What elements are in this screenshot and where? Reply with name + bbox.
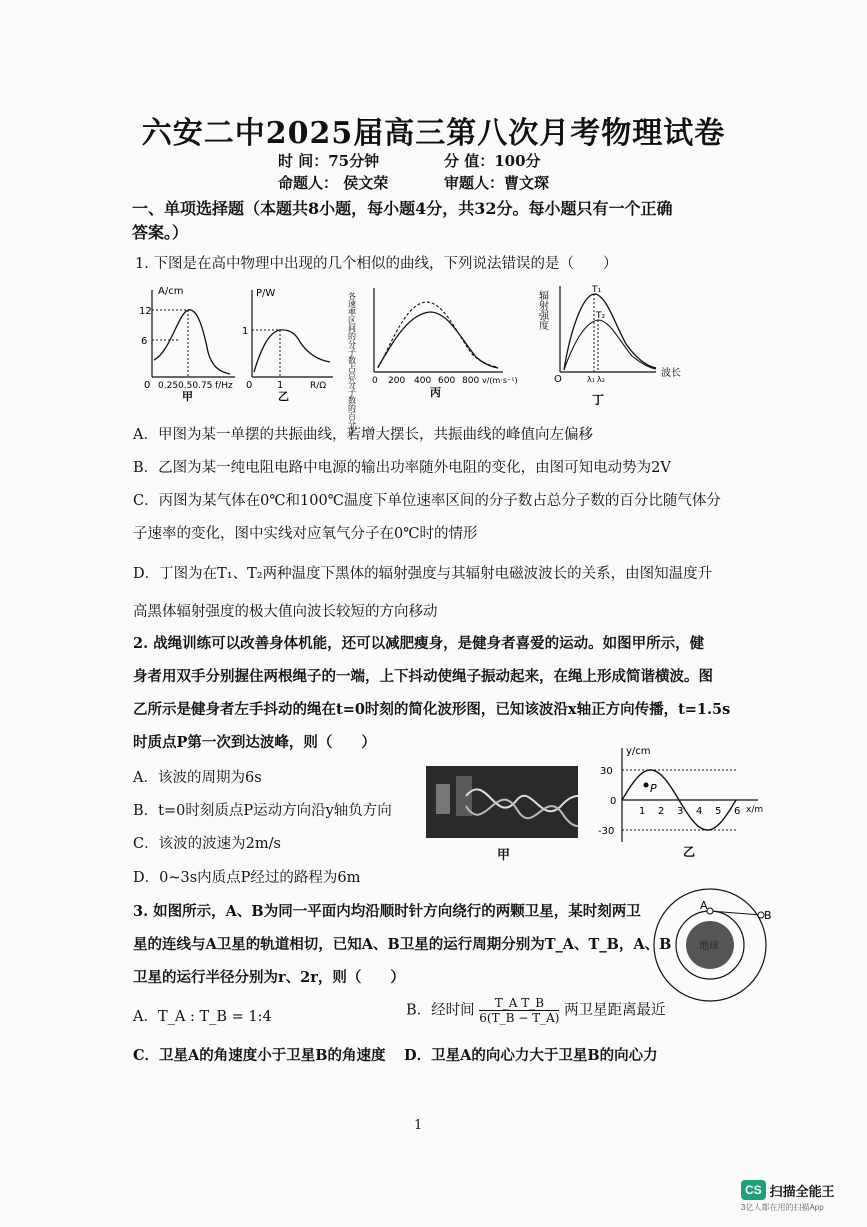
- wave-x6: 6: [734, 806, 741, 817]
- app-slogan: 3亿人都在用的扫描App: [741, 1203, 824, 1212]
- exam-score: 分 值：100分: [444, 152, 541, 170]
- q1-option-c[interactable]: C．丙图为某气体在0℃和100℃温度下单位速率区间的分子数占总分子数的百分比随气体分: [133, 493, 721, 509]
- wave-xunit: x/m: [746, 805, 764, 815]
- q3-option-b-fraction: [479, 996, 559, 1025]
- q3-option-b-pre: B．经时间: [406, 1002, 475, 1019]
- exam-time: 时 间：75分钟: [278, 152, 380, 170]
- satellite-b-label: B: [764, 909, 772, 922]
- ding-xunit: 波长: [661, 368, 681, 379]
- wave-caption: 乙: [683, 845, 696, 859]
- q2-option-c[interactable]: C．该波的波速为2m/s: [133, 836, 281, 852]
- app-name: 扫描全能王: [769, 1183, 835, 1199]
- q3-stem-1: 3. 如图所示，A、B为同一平面内均沿顺时针方向绕行的两颗卫星，某时刻两卫: [133, 903, 641, 920]
- wave-x4: 4: [696, 806, 703, 817]
- q3-orbit-figure: [645, 885, 775, 1005]
- q1-option-b[interactable]: B．乙图为某一纯电阻电路中电源的输出功率随外电阻的变化，由图可知电动势为2V: [133, 460, 671, 476]
- q1-stem: 1. 下图是在高中物理中出现的几个相似的曲线，下列说法错误的是（ ）: [135, 256, 618, 272]
- jia-y12: 12: [139, 306, 152, 317]
- q3-option-b-post: 两卫星距离最近: [564, 1002, 666, 1019]
- wave-point-label: P: [650, 782, 657, 795]
- exam-title: 六安二中2025届高三第八次月考物理试卷: [141, 116, 726, 151]
- q2-option-d[interactable]: D．0~3s内质点P经过的路程为6m: [133, 870, 361, 886]
- yi-ylabel: P/W: [256, 288, 276, 299]
- satellite-a: [707, 908, 713, 914]
- bing-tick-200: 200: [388, 376, 406, 386]
- app-badge-icon: CS: [741, 1180, 766, 1200]
- q2-photo-caption: 甲: [497, 848, 511, 863]
- exam-author: 命题人： 侯文荣: [278, 174, 389, 192]
- ding-l1: λ₁: [587, 375, 595, 384]
- earth-label: 地球: [699, 941, 719, 952]
- q3-option-c[interactable]: C．卫星A的角速度小于卫星B的角速度: [133, 1047, 386, 1064]
- q2-option-b[interactable]: B．t=0时刻质点P运动方向沿y轴负方向: [133, 803, 392, 819]
- q1-figure-yi: [238, 282, 338, 402]
- exam-reviewer: 审题人：曹文琛: [444, 174, 550, 192]
- yi-x1: 1: [277, 380, 284, 391]
- q1-option-a[interactable]: A．甲图为某一单摆的共振曲线，若增大摆长，共振曲线的峰值向左偏移: [133, 427, 593, 443]
- q2-stem-2: 身者用双手分别握住两根绳子的一端，上下抖动使绳子振动起来，在绳上形成简谐横波。图: [133, 668, 713, 685]
- jia-x0: 0: [144, 380, 151, 391]
- bing-ylabel: 各速率区间的分子数占总分子数的百分比: [347, 292, 357, 436]
- ding-l2: λ₂: [597, 375, 605, 384]
- q3-option-b[interactable]: [406, 996, 666, 1025]
- jia-caption: 甲: [182, 390, 193, 403]
- point-p: [644, 783, 649, 788]
- bing-caption: 丙: [430, 386, 441, 399]
- q3-option-d[interactable]: D．卫星A的向心力大于卫星B的向心力: [404, 1047, 658, 1064]
- wave-x1: 1: [639, 806, 646, 817]
- yi-xunit: R/Ω: [310, 381, 327, 391]
- wave-x5: 5: [715, 806, 722, 817]
- q1-figure-ding: [536, 282, 696, 406]
- q1-option-d[interactable]: D．丁图为在T₁、T₂两种温度下黑体的辐射强度与其辐射电磁波波长的关系，由图知温度升: [133, 566, 713, 582]
- ding-caption: 丁: [592, 393, 605, 407]
- q2-photo: [426, 766, 578, 838]
- q1-option-c-cont: 子速率的变化，图中实线对应氧气分子在0℃时的情形: [133, 526, 478, 542]
- bing-xunit: v/(m·s⁻¹): [482, 376, 518, 385]
- q3-stem-3: 卫星的运行半径分别为r、2r，则（ ）: [133, 969, 405, 986]
- wave-y30: 30: [600, 766, 613, 777]
- wave-ylabel: y/cm: [626, 746, 651, 757]
- bing-tick-800: 800: [462, 376, 480, 386]
- section-heading: 一、单项选择题（本题共8小题，每小题4分，共32分。每小题只有一个正确: [132, 199, 673, 218]
- satellite-a-label: A: [700, 899, 708, 912]
- ding-T2: T₂: [596, 311, 606, 321]
- q2-wave-graph: [598, 742, 773, 862]
- page-number: 1: [414, 1118, 423, 1133]
- q3-option-a[interactable]: A．T_A : T_B = 1:4: [133, 1009, 272, 1025]
- q3-stem-2: 星的连线与A卫星的轨道相切，已知A、B卫星的运行周期分别为T_A、T_B，A、B: [133, 936, 672, 953]
- wave-x2: 2: [658, 806, 665, 817]
- bing-tick-0: 0: [372, 376, 378, 386]
- fraction-denominator: 6(T_B − T_A): [479, 1011, 560, 1025]
- scanner-app-logo: [741, 1180, 851, 1213]
- ding-origin: O: [554, 374, 562, 385]
- ding-ylabel: 辐射强度: [536, 290, 548, 330]
- q2-stem-1: 2. 战绳训练可以改善身体机能，还可以减肥瘦身，是健身者喜爱的运动。如图甲所示，健: [133, 635, 705, 652]
- q1-figure-jia: [130, 282, 240, 402]
- jia-y6: 6: [141, 336, 148, 347]
- jia-ylabel: A/cm: [158, 286, 184, 297]
- jia-xunit: f/Hz: [215, 381, 233, 391]
- wave-yneg30: -30: [598, 826, 615, 837]
- bing-tick-600: 600: [438, 376, 456, 386]
- q1-option-d-cont: 高黑体辐射强度的极大值向波长较短的方向移动: [133, 604, 438, 620]
- jia-xticks: 0.250.50.75: [158, 381, 213, 391]
- wave-x3: 3: [677, 806, 684, 817]
- q2-stem-3: 乙所示是健身者左手抖动的绳在t=0时刻的简化波形图，已知该波沿x轴正方向传播，t=1.5s: [133, 701, 731, 718]
- section-heading-cont: 答案。）: [132, 223, 189, 242]
- fraction-numerator: T_A T_B: [479, 996, 559, 1011]
- q2-stem-4: 时质点P第一次到达波峰，则（ ）: [133, 734, 376, 751]
- yi-caption: 乙: [278, 390, 289, 403]
- ding-T1: T₁: [592, 285, 602, 295]
- yi-y1: 1: [242, 326, 249, 337]
- yi-x0: 0: [246, 380, 253, 391]
- q2-option-a[interactable]: A．该波的周期为6s: [133, 770, 262, 786]
- bing-tick-400: 400: [414, 376, 432, 386]
- wave-y0: 0: [610, 796, 617, 807]
- q1-figure-bing: [347, 282, 518, 436]
